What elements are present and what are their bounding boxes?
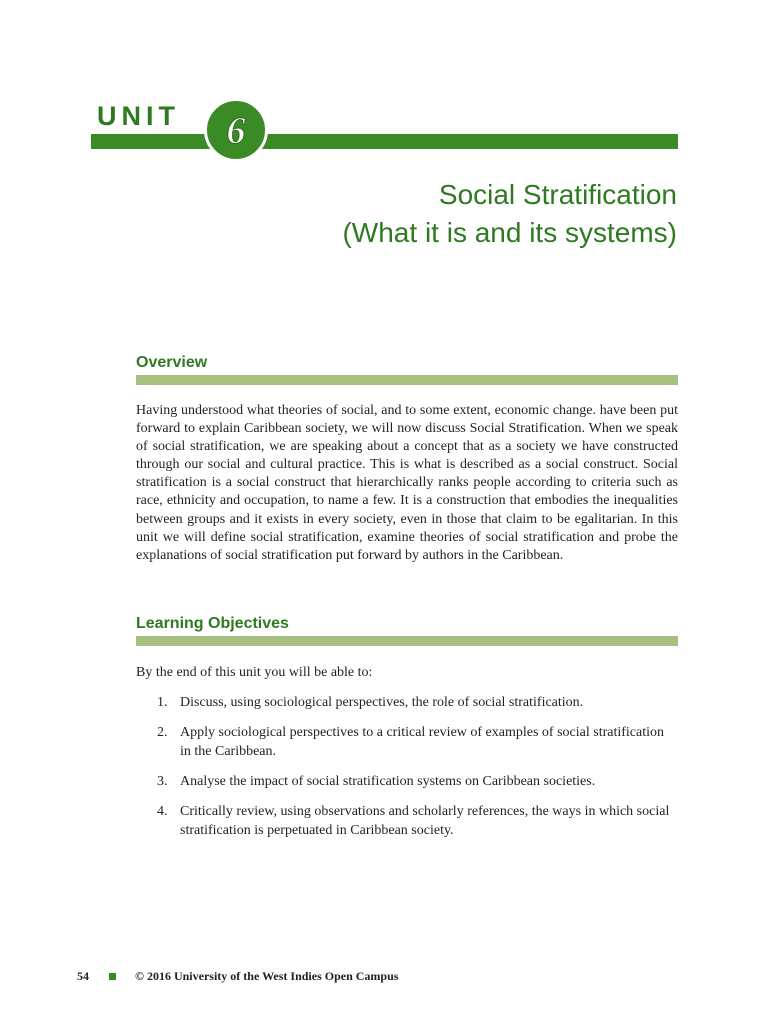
overview-paragraph: Having understood what theories of social, and to some extent, economic change. have been put forward to explain Caribbean society, we will now discuss Social Stratification. When we speak of social stratification, we are speaking about a concept that as a society we have constructed through our social and cultural practice. This is what is described as a social construct. Social stratification is a social construct that hierarchically ranks people according to criteria such as race, ethnicity and occupation, to name a few. It is a construction that embodies the inequalities between groups and it exists in every society, even in those that claim to be egalitarian. In this unit we will define social stratification, examine theories of social stratification and probe the explanations of social stratification put forward by authors in the Caribbean. bbox=[136, 403, 678, 563]
list-item-number: 4. bbox=[157, 804, 168, 819]
unit-number-badge bbox=[204, 98, 268, 162]
unit-band-right bbox=[262, 134, 678, 149]
objectives-list bbox=[157, 693, 678, 851]
page-footer bbox=[77, 969, 398, 984]
list-item-text: Analyse the impact of social stratification systems on Caribbean societies. bbox=[180, 774, 596, 789]
page-number: 54 bbox=[77, 969, 89, 983]
list-item-number: 3. bbox=[157, 774, 168, 789]
objectives-intro: By the end of this unit you will be able to: bbox=[136, 665, 373, 680]
list-item-text: Apply sociological perspectives to a critical review of examples of social stratification in the Caribbean. bbox=[180, 725, 664, 759]
page-title bbox=[117, 176, 677, 252]
list-item bbox=[157, 802, 678, 840]
unit-label: UNIT bbox=[97, 101, 180, 131]
list-item-number: 2. bbox=[157, 725, 168, 740]
list-item bbox=[157, 723, 678, 761]
title-line-2: (What it is and its systems) bbox=[342, 217, 677, 248]
unit-band-left bbox=[91, 134, 211, 149]
list-item bbox=[157, 772, 678, 791]
list-item-number: 1. bbox=[157, 695, 168, 710]
list-item-text: Critically review, using observations and scholarly references, the ways in which social stratification is perpetuated in Caribbean society. bbox=[180, 804, 670, 838]
title-line-1: Social Stratification bbox=[438, 179, 677, 210]
list-item bbox=[157, 693, 678, 712]
list-item-text: Discuss, using sociological perspectives, the role of social stratification. bbox=[180, 695, 584, 710]
unit-number: 6 bbox=[226, 110, 246, 152]
footer-square-icon bbox=[109, 973, 116, 980]
overview-rule bbox=[136, 375, 678, 385]
overview-heading: Overview bbox=[136, 354, 208, 371]
learning-objectives-heading: Learning Objectives bbox=[136, 615, 289, 632]
learning-objectives-rule bbox=[136, 636, 678, 646]
copyright-text: © 2016 University of the West Indies Open Campus bbox=[135, 969, 399, 983]
